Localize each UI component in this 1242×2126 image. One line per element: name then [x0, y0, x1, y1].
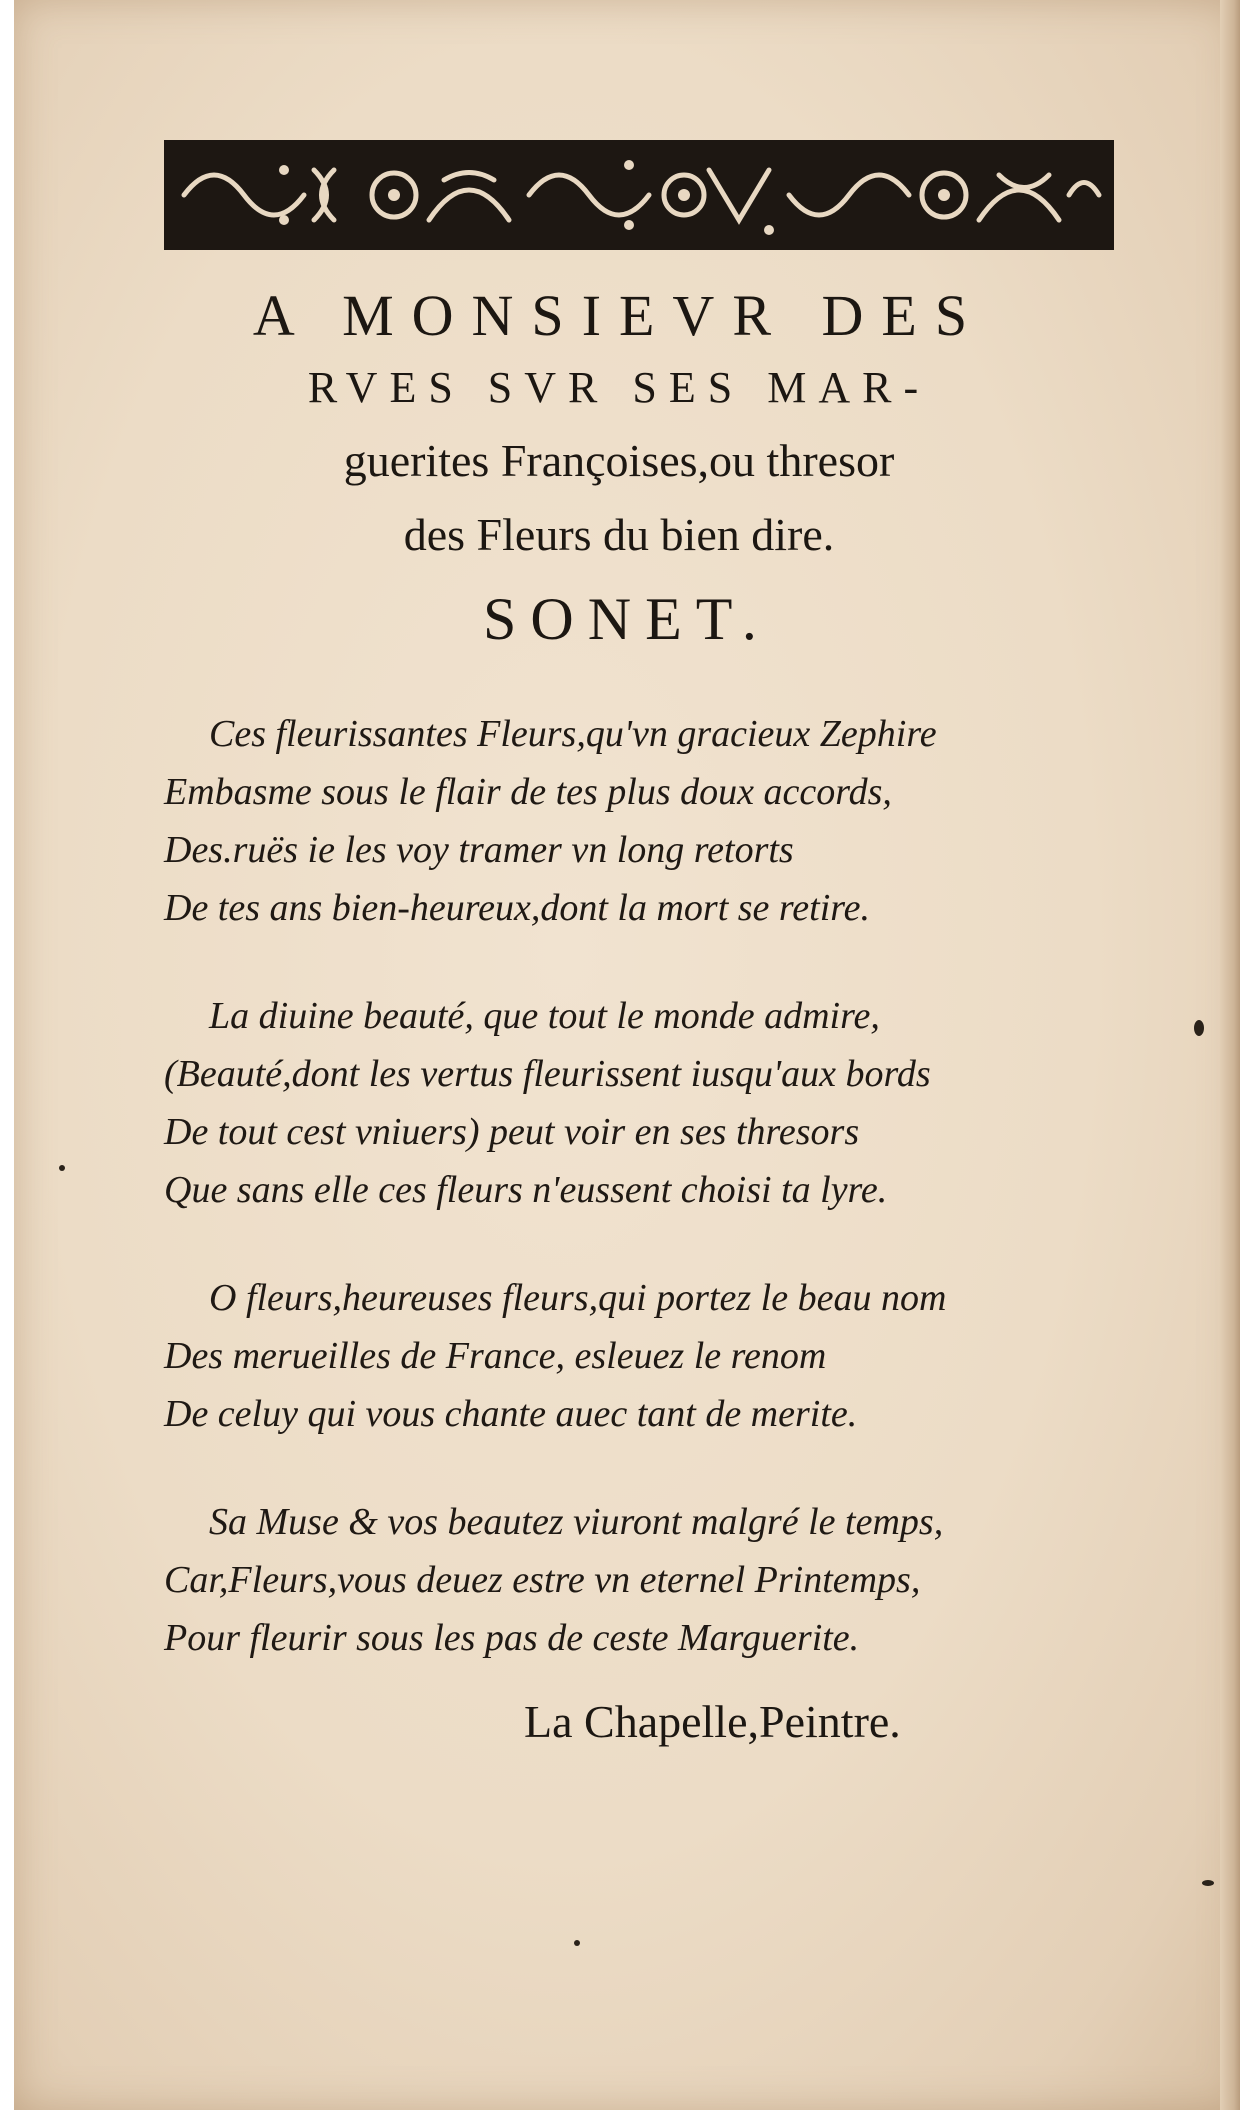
dedication-title [154, 280, 1084, 572]
ink-speck [1202, 1880, 1214, 1886]
sonnet-heading: SONET. [483, 586, 771, 652]
poem-line: De celuy qui vous chante auec tant de merite. [164, 1393, 858, 1435]
poem-line: O fleurs,heureuses fleurs,qui portez le beau nom [209, 1277, 947, 1319]
poem-line: Que sans elle ces fleurs n'eussent choisi ta lyre. [164, 1169, 888, 1211]
poem-line: De tout cest vniuers) peut voir en ses thresors [164, 1111, 860, 1153]
poem-line: Embasme sous le flair de tes plus doux accords, [164, 771, 892, 813]
signature: La Chapelle,Peintre. [524, 1696, 901, 1747]
stanza-2 [154, 987, 1104, 1219]
poem-line: De tes ans bien-heureux,dont la mort se retire. [164, 887, 871, 929]
sonnet-poem [154, 705, 1104, 1717]
poem-line: Car,Fleurs,vous deuez estre vn eternel Printemps, [164, 1559, 921, 1601]
poem-line: Sa Muse & vos beautez viuront malgré le temps, [209, 1501, 944, 1543]
poem-line: Pour fleurir sous les pas de ceste Marguerite. [164, 1617, 860, 1659]
poem-line: Des.ruës ie les voy tramer vn long retorts [164, 829, 794, 871]
title-line-1: A MONSIEVR DES [252, 283, 986, 348]
ink-speck [59, 1165, 65, 1171]
stanza-3 [154, 1269, 1104, 1443]
title-line-2: RVES SVR SES MAR- [307, 363, 931, 412]
poem-line: La diuine beauté, que tout le monde admire, [209, 995, 880, 1037]
page-gutter [1220, 0, 1240, 2110]
poem-line: (Beauté,dont les vertus fleurissent iusqu'aux bords [164, 1053, 931, 1095]
poem-line: Des merueilles de France, esleuez le renom [164, 1335, 827, 1377]
headpiece-ornament [164, 140, 1114, 250]
ink-speck [574, 1940, 580, 1946]
poem-line: Ces fleurissantes Fleurs,qu'vn gracieux Zephire [209, 713, 937, 755]
ink-speck [1194, 1020, 1204, 1036]
stanza-4 [154, 1493, 1104, 1667]
title-line-4: des Fleurs du bien dire. [403, 509, 835, 560]
title-line-3: guerites Françoises,ou thresor [343, 435, 895, 486]
stanza-1 [154, 705, 1104, 937]
book-page [14, 0, 1240, 2110]
